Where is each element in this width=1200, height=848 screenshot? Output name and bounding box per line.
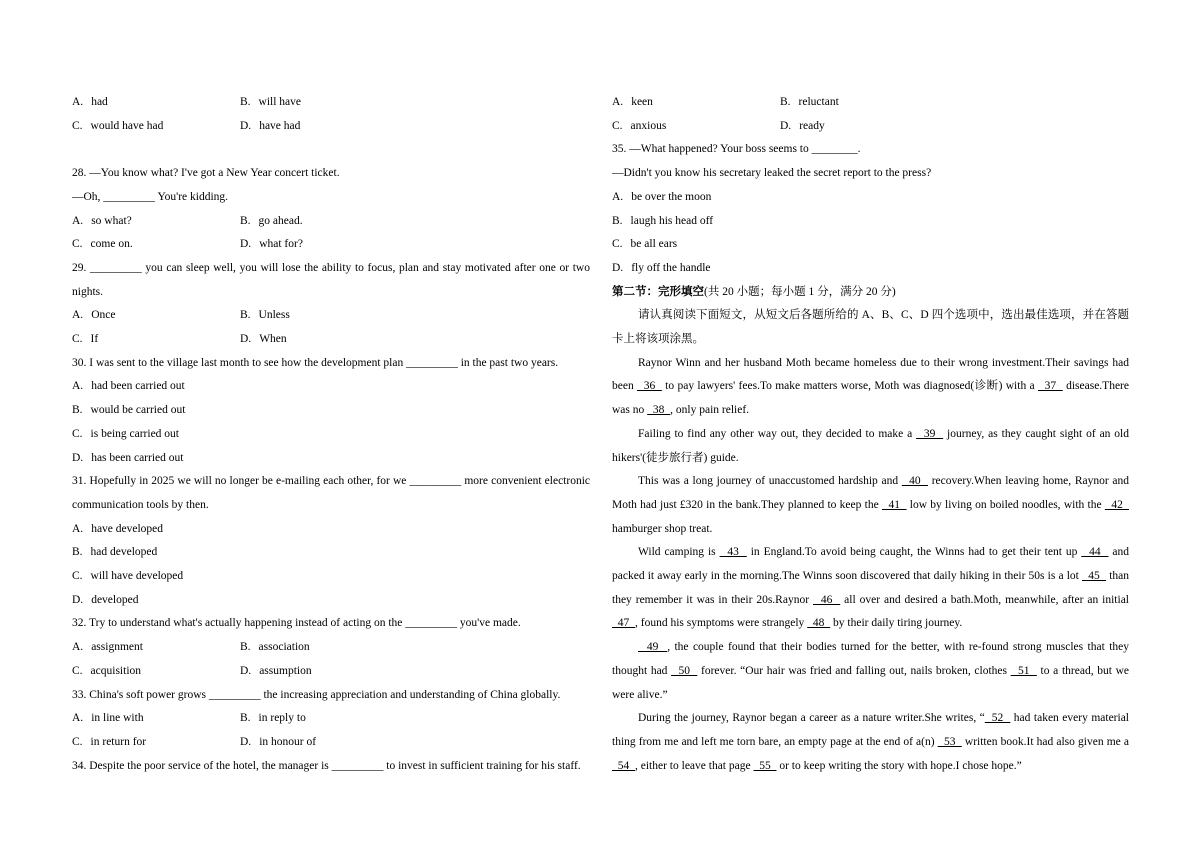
option-text: fly off the handle	[631, 261, 711, 274]
option	[72, 660, 240, 684]
option-text: is being carried out	[90, 427, 180, 440]
option-label: D.	[240, 119, 252, 132]
option-label: C.	[72, 735, 83, 748]
option-label: C.	[72, 664, 83, 677]
options-row	[72, 707, 590, 731]
option-text: be over the moon	[631, 190, 712, 203]
cloze-blank: 41	[881, 498, 907, 511]
option	[240, 233, 303, 257]
option-label: C.	[72, 238, 83, 251]
option-text: acquisition	[90, 664, 142, 677]
option	[72, 636, 240, 660]
cloze-paragraph: During the journey, Raynor began a career as a nature writer.She writes, “ 52 had taken every material thing from me and left me torn bare, an empty page at the end of a(n) 53 written book.It had also given me a 54 , either to leave that page 55 or to keep writing the story with hope.I chose hope.”	[612, 712, 1130, 772]
option-text: have developed	[91, 522, 164, 535]
option-label: D.	[240, 664, 252, 677]
options-row	[72, 660, 590, 684]
cloze-blank: 49	[638, 641, 668, 654]
options-row	[72, 447, 590, 471]
cloze-blank: 52	[984, 712, 1011, 725]
option-text: in reply to	[258, 712, 306, 725]
options-row	[72, 399, 590, 423]
options-row	[72, 731, 590, 755]
option	[612, 257, 711, 281]
option	[240, 707, 306, 731]
options-row	[72, 304, 590, 328]
cloze-blank: 54	[612, 759, 635, 772]
option	[240, 91, 301, 115]
options-row	[612, 115, 1129, 139]
cloze-blank: 55	[753, 759, 777, 772]
text-line: 29. _________ you can sleep well, you will lose the ability to focus, plan and stay motivated after one or two nights.	[72, 261, 590, 298]
options-row	[72, 589, 590, 613]
spacer	[72, 138, 590, 162]
option	[240, 731, 316, 755]
option-text: Unless	[258, 309, 290, 322]
option-label: A.	[72, 309, 84, 322]
option-label: A.	[72, 380, 84, 393]
option	[612, 115, 780, 139]
cloze-blank: 39	[916, 427, 944, 440]
options-row	[612, 233, 1129, 257]
cloze-blank: 42	[1104, 498, 1130, 511]
options-row	[72, 375, 590, 399]
options-row	[72, 636, 590, 660]
option	[72, 423, 179, 447]
option	[72, 541, 157, 565]
option	[612, 186, 711, 210]
option-text: would have had	[90, 119, 164, 132]
option	[612, 210, 713, 234]
option	[240, 328, 287, 352]
section-heading-rest: (共 20 小题；每小题 1 分，满分 20 分)	[704, 285, 896, 298]
option-label: C.	[612, 238, 623, 251]
options-row	[72, 91, 590, 115]
option-text: in return for	[90, 735, 147, 748]
option-text: had been carried out	[91, 380, 185, 393]
cloze-blank: 40	[901, 475, 929, 488]
option-label: B.	[612, 214, 623, 227]
option-text: keen	[631, 96, 653, 108]
option	[240, 636, 310, 660]
options-row	[72, 423, 590, 447]
option-text: had	[91, 96, 108, 108]
option-text: assumption	[259, 664, 312, 677]
option	[72, 91, 240, 115]
cloze-paragraph: 49 , the couple found that their bodies turned for the better, with re-found strong muscles that they thought had 50 forever. “Our hair was fried and falling out, nails broken, clothes 51 to a thread, but we were alive.”	[612, 641, 1130, 701]
option	[72, 210, 240, 234]
option-label: A.	[72, 522, 84, 535]
option	[612, 91, 780, 115]
options-row	[612, 91, 1129, 115]
options-row	[72, 115, 590, 139]
option-text: come on.	[90, 238, 133, 251]
option-label: D.	[240, 735, 252, 748]
option-text: developed	[91, 593, 139, 606]
option-label: A.	[612, 190, 624, 203]
option-text: has been carried out	[91, 451, 184, 464]
option	[72, 518, 163, 542]
option-label: D.	[240, 238, 252, 251]
option-text: what for?	[259, 238, 303, 251]
option-text: ready	[799, 119, 825, 132]
option-label: A.	[72, 641, 84, 654]
instructions-paragraph: 请认真阅读下面短文，从短文后各题所给的 A、B、C、D 四个选项中，选出最佳选项，并在答题卡上将该项涂黑。	[612, 309, 1129, 346]
option-label: B.	[240, 214, 251, 227]
option-label: D.	[240, 333, 252, 346]
option-label: B.	[72, 546, 83, 559]
option	[240, 115, 300, 139]
text-line: 35. —What happened? Your boss seems to ________.	[612, 143, 861, 156]
text-line: 28. —You know what? I've got a New Year concert ticket.	[72, 167, 340, 180]
cloze-paragraph: Raynor Winn and her husband Moth became homeless due to their wrong investment.Their savings had been 36 to pay lawyers' fees.To make matters worse, Moth was diagnosed(诊断) with a 37 disease.There was no 38 , only pain relief.	[612, 356, 1129, 417]
options-row	[72, 233, 590, 257]
option-label: B.	[240, 309, 251, 322]
cloze-blank: 45	[1082, 570, 1107, 583]
option	[72, 328, 240, 352]
option	[72, 399, 185, 423]
options-row	[72, 210, 590, 234]
text-line: 31. Hopefully in 2025 we will no longer be e-mailing each other, for we _________ more convenient electronic communication tools by then.	[72, 475, 590, 511]
section-heading	[612, 281, 1129, 305]
cloze-blank: 46	[812, 593, 841, 606]
options-row	[612, 257, 1129, 281]
option-label: C.	[72, 570, 83, 583]
options-row	[612, 210, 1129, 234]
option	[240, 210, 303, 234]
option	[72, 447, 183, 471]
option	[72, 589, 138, 613]
option-text: go ahead.	[258, 214, 303, 227]
option-label: B.	[240, 641, 251, 654]
option-text: If	[90, 333, 99, 346]
option	[780, 91, 839, 115]
option-label: A.	[612, 96, 624, 108]
option-text: When	[259, 333, 287, 346]
option	[72, 375, 185, 399]
text-line: 33. China's soft power grows _________ the increasing appreciation and understanding of China globally.	[72, 688, 561, 701]
option-text: have had	[259, 119, 301, 132]
option-label: C.	[72, 119, 83, 132]
option	[240, 660, 312, 684]
cloze-blank: 50	[671, 664, 698, 677]
cloze-blank: 37	[1037, 380, 1063, 393]
option-label: C.	[72, 427, 83, 440]
right-column	[612, 91, 1129, 778]
option	[72, 304, 240, 328]
text-line: 30. I was sent to the village last month to see how the development plan _________ in the past two years.	[72, 356, 559, 369]
option	[72, 731, 240, 755]
option-text: reluctant	[798, 96, 839, 108]
option-label: B.	[72, 404, 83, 417]
cloze-blank: 38	[647, 404, 671, 417]
option	[240, 304, 290, 328]
text-line: —Oh, _________ You're kidding.	[72, 190, 229, 203]
option-text: be all ears	[630, 238, 678, 251]
cloze-paragraph: Wild camping is 43 in England.To avoid being caught, the Winns had to get their tent up 44 and packed it away early in the morning.The Winns soon discovered that daily hiking in their 50s is a lot 45 than they remember it was in their 20s.Raynor 46 all over and desired a bath.Moth, meanwhile, after an initial 47 , found his symptoms were strangely 48 by their daily tiring journey.	[612, 546, 1130, 630]
option-label: D.	[780, 119, 792, 132]
options-row	[612, 186, 1129, 210]
cloze-blank: 44	[1081, 546, 1109, 559]
cloze-blank: 51	[1010, 664, 1037, 677]
option	[612, 233, 677, 257]
options-row	[72, 565, 590, 589]
cloze-blank: 53	[937, 735, 962, 748]
option	[72, 115, 240, 139]
cloze-paragraph: Failing to find any other way out, they decided to make a 39 journey, as they caught sight of an old hikers'(徒步旅行者) guide.	[612, 427, 1129, 464]
option-label: D.	[72, 451, 84, 464]
cloze-blank: 47	[612, 617, 635, 630]
option-label: D.	[72, 593, 84, 606]
option	[72, 233, 240, 257]
option-label: C.	[612, 119, 623, 132]
cloze-blank: 48	[807, 617, 831, 630]
text-line: 32. Try to understand what's actually happening instead of acting on the _________ you've made.	[72, 617, 521, 630]
options-row	[72, 328, 590, 352]
cloze-paragraph: This was a long journey of unaccustomed hardship and 40 recovery.When leaving home, Raynor and Moth had just £320 in the bank.They planned to keep the 41 low by living on boiled noodles, with the 42 hamburger shop treat.	[612, 475, 1130, 535]
option-label: B.	[240, 96, 251, 108]
options-row	[72, 541, 590, 565]
option-text: had developed	[90, 546, 158, 559]
option	[72, 565, 183, 589]
option-text: Once	[91, 309, 116, 322]
option-text: will have	[258, 96, 302, 108]
text-line: 34. Despite the poor service of the hotel, the manager is _________ to invest in sufficient training for his staff.	[72, 759, 581, 772]
option-text: in honour of	[259, 735, 317, 748]
option-text: association	[258, 641, 310, 654]
left-column	[72, 91, 590, 778]
option-text: would be carried out	[90, 404, 186, 417]
option-text: so what?	[91, 214, 132, 227]
option-text: assignment	[91, 641, 143, 654]
cloze-blank: 43	[719, 546, 747, 559]
options-row	[72, 518, 590, 542]
option-label: C.	[72, 333, 83, 346]
option-label: B.	[240, 712, 251, 725]
option-text: in line with	[91, 712, 144, 725]
option-label: A.	[72, 96, 84, 108]
option	[780, 115, 825, 139]
section-heading-bold: 第二节：完形填空	[612, 285, 704, 298]
option-label: B.	[780, 96, 791, 108]
cloze-blank: 36	[637, 380, 662, 393]
option-text: anxious	[630, 119, 667, 132]
option-text: will have developed	[90, 570, 184, 583]
text-line: —Didn't you know his secretary leaked the secret report to the press?	[612, 167, 932, 180]
option-label: A.	[72, 712, 84, 725]
option-text: laugh his head off	[630, 214, 714, 227]
option-label: D.	[612, 261, 624, 274]
option-label: A.	[72, 214, 84, 227]
option	[72, 707, 240, 731]
